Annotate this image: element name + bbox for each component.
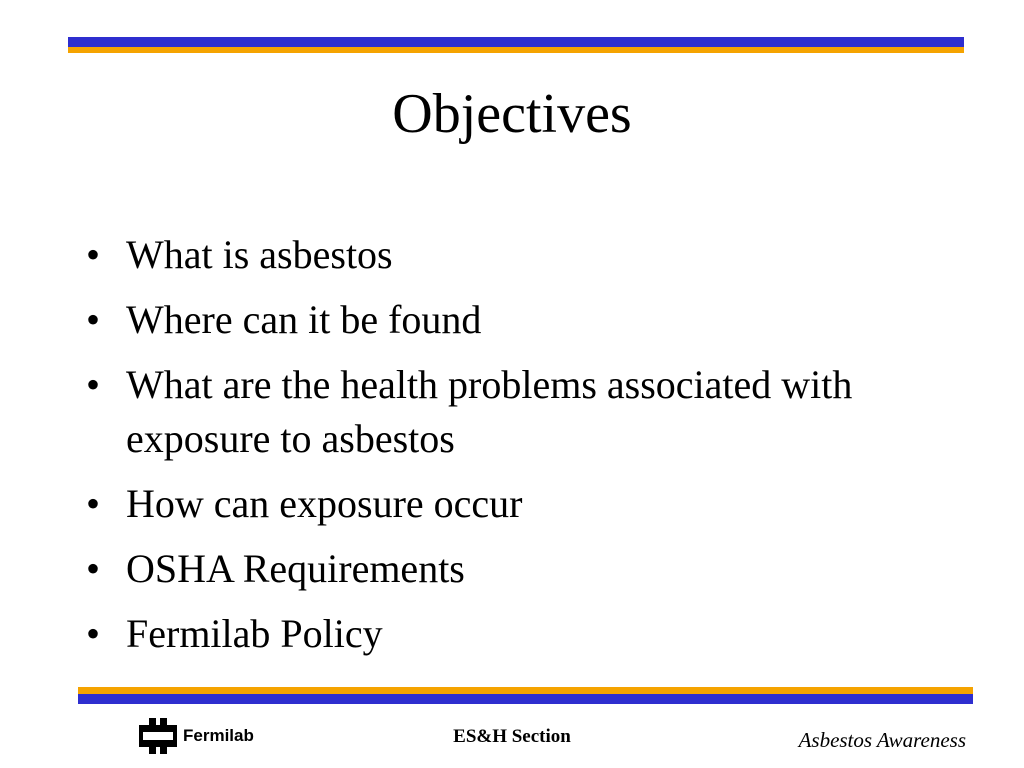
- top-blue-rule: [68, 37, 964, 47]
- bullet-text: Where can it be found: [126, 297, 482, 342]
- slide-title: Objectives: [392, 83, 632, 145]
- footer-topic: Asbestos Awareness: [798, 728, 966, 752]
- footer-section: ES&H Section: [453, 726, 571, 747]
- bullet-text: What is asbestos: [126, 232, 393, 277]
- bullet-icon: •: [86, 232, 101, 277]
- bottom-orange-rule: [78, 687, 973, 694]
- logo-text: Fermilab: [183, 726, 254, 745]
- top-orange-rule: [68, 47, 964, 53]
- bottom-blue-rule: [78, 694, 973, 704]
- bullet-text: What are the health problems associated with exposure to asbestos: [126, 362, 853, 461]
- bullet-icon: •: [86, 611, 101, 656]
- bullet-icon: •: [86, 546, 101, 591]
- bullet-icon: •: [86, 297, 101, 342]
- list-item: [86, 293, 916, 347]
- bullet-text: Fermilab Policy: [126, 611, 383, 656]
- bullet-text: How can exposure occur: [126, 481, 523, 526]
- list-item: [86, 542, 916, 596]
- list-item: [86, 607, 916, 661]
- objectives-list: [86, 228, 916, 672]
- list-item: [86, 477, 916, 531]
- bullet-text: OSHA Requirements: [126, 546, 465, 591]
- bullet-icon: •: [86, 481, 101, 526]
- list-item: [86, 228, 916, 282]
- bullet-icon: •: [86, 362, 101, 407]
- list-item: [86, 358, 916, 466]
